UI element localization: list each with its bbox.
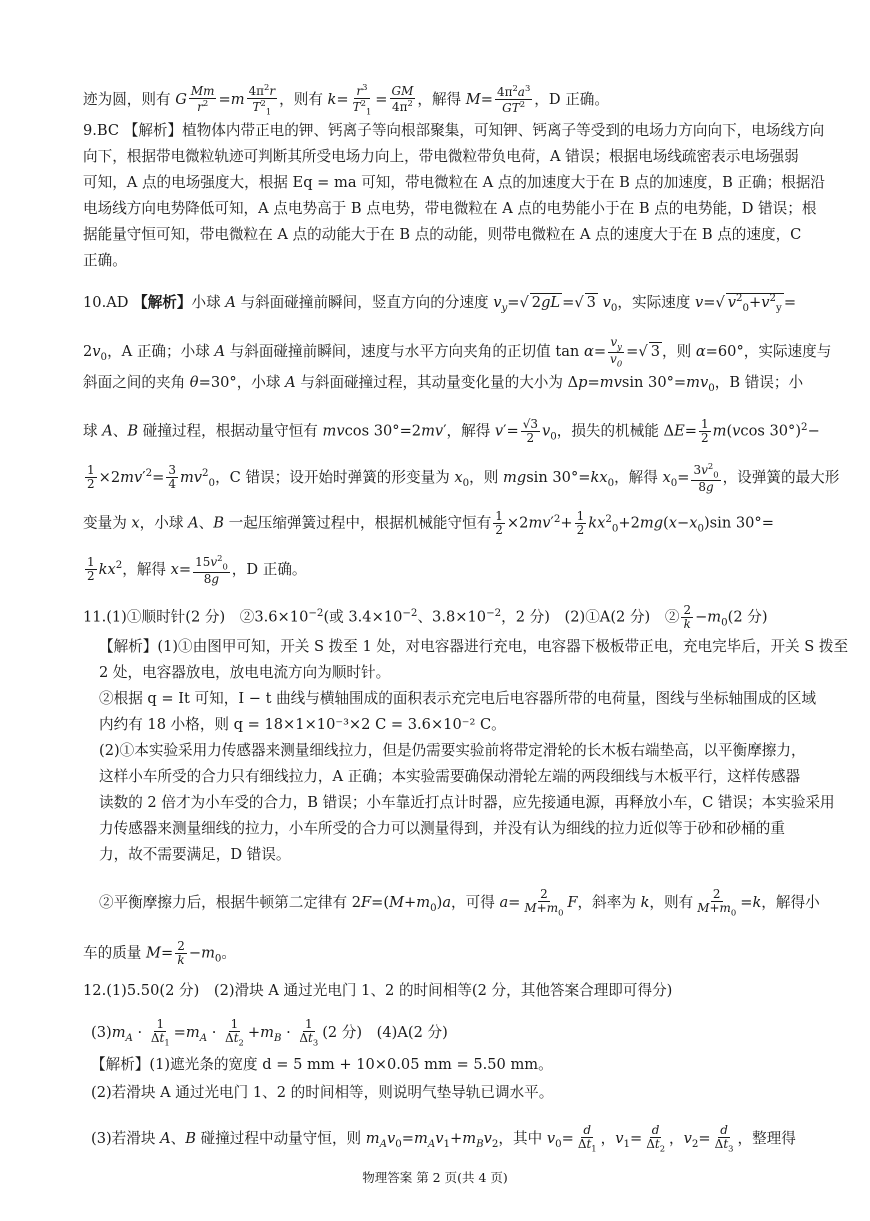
text-line: 【解析】(1)遮光条的宽度 d = 5 mm + 10×0.05 mm = 5.50 mm。 <box>91 1056 553 1073</box>
text-line: ②平衡摩擦力后，根据牛顿第二定律有 $2F=(M+m_0)a$，可得 a= $\frac{2}{M+m_0}$ F，斜率为 k，则有 $\frac{2}{M+m_0}$ =k，解得小 <box>99 887 820 918</box>
text-line: $2v_0$，A 正确；小球 A 与斜面碰撞前瞬间，速度与水平方向夹角的正切值 tan α= $\frac{v_y}{v_0}$ =√ 3 ，则 α=60°，实际速度与 <box>83 335 832 368</box>
text-line: 这样小车所受的合力只有细线拉力，A 正确；本实验需要确保动滑轮左端的两段细线与木板平行，这样传感器 <box>99 768 801 785</box>
text-line: 11.(1)①顺时针(2 分) $②3.6\times 10^{-2}$(或 $3.4\times 10^{-2}$、$3.8\times 10^{-2}$，2 分) (2)①A(2 分) ② $\frac{2}{k}$ $-m_0(2$ 分) <box>83 603 768 632</box>
text-line: 球 A、B 碰撞过程，根据动量守恒有 mvcos 30°=2mv′，解得 v′= $\frac{√3}{2}$ $v_0$，损失的机械能 ΔE= $\frac{1}{2}$ m(vcos 30°)$^2$− <box>83 417 820 446</box>
text-line: $(3)m_A$ · $\frac{1}{\Delta t_1}$ $=m_A$ · $\frac{1}{\Delta t_2}$ $+m_B$ · $\frac{1}{\Delta t_3}$ (2 分) (4)A(2 分) <box>91 1017 448 1048</box>
text-line: 12.(1)5.50(2 分) (2)滑块 A 通过光电门 1、2 的时间相等(2 分，其他答案合理即可得分) <box>83 982 673 999</box>
text-line: 10.AD 【解析】小球 A 与斜面碰撞前瞬间，竖直方向的分速度 $v_y=√$ 2gL =√ 3 $v_0$，实际速度 v=√ $v^2_0+v^2_y$ = <box>83 293 797 314</box>
text-line: 正确。 <box>83 252 127 269</box>
text-line: (3)若滑块 A、B 碰撞过程中动量守恒，则 $m_Av_0=m_Av_1+m_Bv_2$，其中 $v_0=$ $\frac{d}{\Delta t_1}$ ，$v_1=$ $\frac{d}{\Delta t_2}$ ，$v_2=$ $\frac{d}{\Delta t_3}$ ，整理得 <box>91 1123 796 1154</box>
text-line: 读数的 2 倍才为小车受的合力，B 错误；小车靠近打点计时器，应先接通电源，再释放小车，C 错误；本实验采用 <box>99 794 835 811</box>
text-line: 向下，根据带电微粒轨迹可判断其所受电场力向上，带电微粒带负电荷，A 错误；根据电场线疏密表示电场强弱 <box>83 148 799 165</box>
text-line: 车的质量 M= $\frac{2}{k}$ $-m_0$。 <box>83 939 237 968</box>
page-footer: 物理答案 第 2 页(共 4 页) <box>362 1170 508 1185</box>
text-line: 可知，A 点的电场强度大，根据 Eq = ma 可知，带电微粒在 A 点的加速度大于在 B 点的加速度，B 正确；根据沿 <box>83 174 826 191</box>
text-line: 斜面之间的夹角 θ=30°，小球 A 与斜面碰撞过程，其动量变化量的大小为 Δp=mvsin $30^\circ=mv_0$，B 错误；小 <box>83 374 804 394</box>
text-line: 【解析】(1)①由图甲可知，开关 S 拨至 1 处，对电容器进行充电，电容器下极板带正电，充电完毕后，开关 S 拨至 <box>99 638 849 655</box>
text-line: 电场线方向电势降低可知，A 点电势高于 B 点电势，带电微粒在 A 点的电势能小于在 B 点的电势能，D 错误；根 <box>83 200 817 217</box>
text-line: 2 处，电容器放电，放电电流方向为顺时针。 <box>99 664 391 681</box>
text-line: (2)①本实验采用力传感器来测量细线拉力，但是仍需要实验前将带定滑轮的长木板右端垫高，以平衡摩擦力， <box>99 742 806 759</box>
text-line: 迹为圆，则有 G $\frac{Mm}{r^2}$ =m $\frac{4\pi^2r}{T^2_1}$ ，则有 k= $\frac{r^3}{T^2_1}$ = $\frac{GM}{4\pi^2}$ ，解得 M= $\frac{4\pi^2a^3}{GT^2}$ ，D 正确。 <box>83 82 609 117</box>
text-line: $\frac{1}{2}$ $\times 2mv'^2=$ $\frac{3}{4}$ $mv^2_0$，C 错误；设开始时弹簧的形变量为 $x_0$，则 mgsin $30^\circ=kx_0$，解得 $x_0=$ $\frac{3v^2_0}{8g}$ ，设弹簧的最大形 <box>87 461 840 494</box>
text-line: 力传感器来测量细线的拉力，小车所受的合力可以测量得到，并没有认为细线的拉力近似等于砂和砂桶的重 <box>99 820 785 837</box>
text-line: 9.BC 【解析】植物体内带正电的钾、钙离子等向根部聚集，可知钾、钙离子等受到的电场力方向向下，电场线方向 <box>83 122 825 139</box>
text-line: (2)若滑块 A 通过光电门 1、2 的时间相等，则说明气垫导轨已调水平。 <box>91 1084 554 1101</box>
text-line: $\frac{1}{2}$ $kx^2$，解得 x= $\frac{15v^2_0}{8g}$ ，D 正确。 <box>87 553 307 586</box>
text-line: ②根据 q = It 可知，I − t 曲线与横轴围成的面积表示充完电后电容器所带的电荷量，图线与坐标轴围成的区域 <box>99 690 817 707</box>
text-line: 内约有 18 小格，则 q = 18×1×10⁻³×2 C = 3.6×10⁻² C。 <box>99 716 506 733</box>
text-line: 变量为 x，小球 A、B 一起压缩弹簧过程中，根据机械能守恒有 $\frac{1}{2}$ $\times 2mv'^2+$ $\frac{1}{2}$ $kx^2_0+2mg(x-x_0)\sin$ 30°= <box>83 509 774 538</box>
text-line: 据能量守恒可知，带电微粒在 A 点的动能大于在 B 点的动能，则带电微粒在 A 点的速度大于在 B 点的速度，C <box>83 226 802 243</box>
text-line: 力，故不需要满足，D 错误。 <box>99 846 291 863</box>
